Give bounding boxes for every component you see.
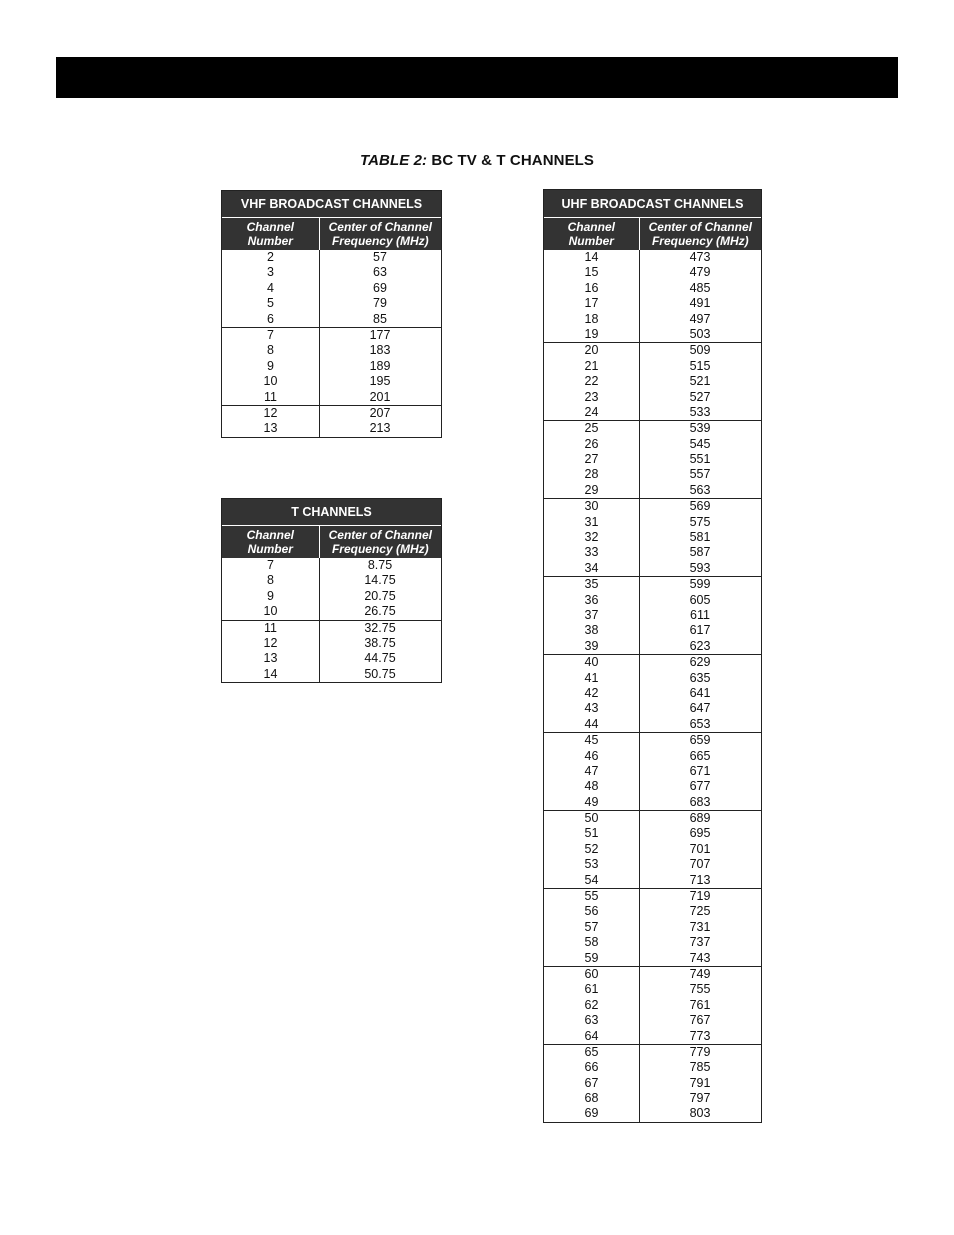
table-row [544,671,761,686]
channel-number-cell: 53 [584,857,599,872]
channel-number-cell: 23 [584,389,599,404]
channel-number-cell: 11 [264,620,277,635]
tch-header-frequency-l1: Center of Channel [328,528,432,542]
table-row [544,951,761,966]
table-row [544,655,761,670]
table-row [222,621,441,636]
channel-number-cell: 13 [263,651,278,666]
frequency-cell: 195 [369,374,391,389]
table-row [544,873,761,888]
frequency-cell: 635 [689,670,711,685]
channel-number-cell: 4 [267,280,274,295]
table-row [544,701,761,716]
channel-number-cell: 41 [584,670,599,685]
channel-number-cell: 28 [584,467,599,482]
frequency-cell: 515 [689,358,711,373]
channel-number-cell: 17 [584,296,599,311]
frequency-cell: 44.75 [364,651,396,666]
table-row [544,343,761,358]
frequency-cell: 201 [369,389,391,404]
channel-number-cell: 56 [584,904,599,919]
table-row [544,359,761,374]
table-row [544,982,761,997]
table-row [544,483,761,498]
table-row [544,405,761,420]
table-row [544,1091,761,1106]
row-group [222,406,441,437]
frequency-cell: 63 [373,265,387,280]
channel-number-cell: 50 [584,811,599,826]
vhf-header-frequency-l2: Frequency (MHz) [331,234,429,248]
channel-number-cell: 2 [267,250,274,264]
frequency-cell: 575 [689,514,711,529]
uhf-header-frequency-l2: Frequency (MHz) [651,234,749,248]
header-bar [56,57,898,98]
frequency-cell: 761 [689,997,711,1012]
channel-number-cell: 15 [584,265,599,280]
uhf-header-channel-l2: Number [568,234,614,248]
channel-number-cell: 8 [267,343,274,358]
frequency-cell: 701 [689,841,711,856]
table-row [544,857,761,872]
table-row [544,717,761,732]
frequency-cell: 707 [689,857,711,872]
channel-number-cell: 27 [584,452,599,467]
frequency-cell: 69 [373,280,387,295]
channel-number-cell: 7 [267,327,274,342]
row-group [544,499,761,577]
table-row [222,296,441,311]
table-row [544,779,761,794]
table-row [544,764,761,779]
frequency-cell: 557 [689,467,711,482]
tch-header-row [222,526,441,558]
channel-number-cell: 64 [584,1028,599,1043]
frequency-cell: 689 [689,811,711,826]
vhf-table-title: VHF BROADCAST CHANNELS [222,191,441,218]
row-group [544,343,761,421]
row-group [544,655,761,733]
frequency-cell: 725 [689,904,711,919]
frequency-cell: 581 [689,530,711,545]
frequency-cell: 611 [690,607,710,622]
table-row [544,889,761,904]
frequency-cell: 749 [689,966,711,981]
channel-number-cell: 34 [584,560,599,575]
frequency-cell: 623 [689,638,711,653]
channel-number-cell: 9 [267,358,274,373]
frequency-cell: 587 [689,545,711,560]
table-row [544,623,761,638]
channel-number-cell: 26 [584,436,599,451]
row-group [544,421,761,499]
channel-number-cell: 25 [584,421,599,436]
table-row [544,312,761,327]
frequency-cell: 617 [689,623,711,638]
table-row [544,437,761,452]
channel-number-cell: 12 [263,635,278,650]
page-title [0,152,954,169]
channel-number-cell: 37 [584,607,599,622]
table-row [222,558,441,573]
table-row [222,589,441,604]
channel-number-cell: 18 [584,311,599,326]
table-row [544,265,761,280]
t-channels-table [221,498,442,683]
table-row [544,281,761,296]
vhf-header-channel-l2: Number [247,234,293,248]
table-row [222,250,441,265]
vhf-header-frequency [320,218,441,250]
channel-number-cell: 20 [584,343,599,358]
table-row [222,406,441,421]
vhf-header-frequency-l1: Center of Channel [328,220,432,234]
frequency-cell: 677 [689,779,711,794]
frequency-cell: 653 [689,716,711,731]
table-row [544,327,761,342]
table-row [222,421,441,436]
table-row [222,343,441,358]
channel-number-cell: 57 [584,919,599,934]
frequency-cell: 32.75 [364,620,396,635]
frequency-cell: 713 [689,872,711,887]
table-row [544,593,761,608]
table-row [544,250,761,265]
frequency-cell: 803 [689,1106,711,1121]
frequency-cell: 545 [689,436,711,451]
channel-number-cell: 66 [584,1060,599,1075]
row-group [544,967,761,1045]
channel-number-cell: 42 [584,685,599,700]
channel-number-cell: 7 [267,558,274,572]
channel-number-cell: 65 [584,1044,599,1059]
frequency-cell: 521 [689,374,711,389]
channel-number-cell: 40 [584,655,599,670]
frequency-cell: 509 [689,343,711,358]
table-row [544,545,761,560]
table-row [544,1045,761,1060]
table-row [222,636,441,651]
uhf-header-channel [544,218,640,250]
frequency-cell: 14.75 [364,573,396,588]
title-lead: TABLE 2: [359,152,428,169]
frequency-cell: 177 [369,327,391,342]
column-divider [319,558,320,682]
table-row [222,359,441,374]
frequency-cell: 551 [689,452,711,467]
vhf-table [221,190,442,438]
table-row [544,561,761,576]
tch-header-channel-l1: Channel [246,528,294,542]
table-row [222,604,441,619]
table-row [222,265,441,280]
table-row [544,967,761,982]
frequency-cell: 779 [689,1044,711,1059]
table-row [544,920,761,935]
table-row [222,651,441,666]
vhf-header-channel [222,218,320,250]
uhf-table [543,189,762,1123]
channel-number-cell: 47 [584,763,599,778]
table-row [544,1013,761,1028]
tch-table-title: T CHANNELS [222,499,441,526]
channel-number-cell: 14 [584,250,599,264]
row-group [222,558,441,621]
tch-header-frequency-l2: Frequency (MHz) [331,542,429,556]
channel-number-cell: 14 [263,666,278,681]
channel-number-cell: 11 [264,389,277,404]
table-row [544,1060,761,1075]
channel-number-cell: 10 [263,604,278,619]
title-rest: BC TV & T CHANNELS [427,152,595,169]
frequency-cell: 57 [373,250,387,264]
channel-number-cell: 30 [584,499,599,514]
table-row [544,1076,761,1091]
frequency-cell: 213 [369,421,391,436]
frequency-cell: 569 [689,499,711,514]
table-row [222,667,441,682]
column-divider [639,250,640,1122]
uhf-header-row [544,218,761,250]
frequency-cell: 737 [689,935,711,950]
channel-number-cell: 60 [584,966,599,981]
frequency-cell: 473 [689,250,711,264]
row-group [544,889,761,967]
table-row [222,573,441,588]
channel-number-cell: 48 [584,779,599,794]
channel-number-cell: 61 [584,982,599,997]
uhf-table-body [544,250,761,1122]
frequency-cell: 647 [689,701,711,716]
frequency-cell: 665 [689,748,711,763]
table-row [544,515,761,530]
frequency-cell: 563 [689,482,711,497]
table-row [222,281,441,296]
channel-number-cell: 59 [584,950,599,965]
table-row [544,998,761,1013]
channel-number-cell: 35 [584,577,599,592]
frequency-cell: 629 [689,655,711,670]
uhf-table-title: UHF BROADCAST CHANNELS [544,190,761,218]
frequency-cell: 207 [369,405,391,420]
table-row [544,608,761,623]
uhf-header-frequency-l1: Center of Channel [648,220,752,234]
vhf-table-body [222,250,441,437]
frequency-cell: 85 [373,311,387,326]
frequency-cell: 659 [689,733,711,748]
frequency-cell: 767 [689,1013,711,1028]
channel-number-cell: 55 [584,889,599,904]
frequency-cell: 527 [689,389,711,404]
channel-number-cell: 38 [584,623,599,638]
channel-number-cell: 8 [267,573,274,588]
channel-number-cell: 69 [584,1106,599,1121]
frequency-cell: 50.75 [364,666,396,681]
channel-number-cell: 62 [584,997,599,1012]
channel-number-cell: 52 [584,841,599,856]
table-row [544,530,761,545]
table-row [544,421,761,436]
channel-number-cell: 32 [584,530,599,545]
channel-number-cell: 39 [584,638,599,653]
channel-number-cell: 58 [584,935,599,950]
channel-number-cell: 29 [584,482,599,497]
channel-number-cell: 46 [584,748,599,763]
channel-number-cell: 9 [267,588,274,603]
frequency-cell: 491 [689,296,711,311]
table-row [544,296,761,311]
row-group [544,250,761,343]
tch-header-channel [222,526,320,558]
channel-number-cell: 49 [584,794,599,809]
row-group [544,1045,761,1122]
frequency-cell: 79 [373,296,387,311]
channel-number-cell: 3 [267,265,274,280]
channel-number-cell: 19 [584,326,599,341]
frequency-cell: 755 [689,982,711,997]
frequency-cell: 797 [689,1091,711,1106]
channel-number-cell: 5 [267,296,274,311]
column-divider [319,250,320,437]
frequency-cell: 20.75 [364,588,396,603]
table-row [544,1029,761,1044]
channel-number-cell: 6 [267,311,274,326]
channel-number-cell: 45 [584,733,599,748]
channel-number-cell: 21 [584,358,599,373]
frequency-cell: 605 [689,592,711,607]
tch-table-body [222,558,441,682]
frequency-cell: 183 [369,343,391,358]
vhf-header-row [222,218,441,250]
row-group [222,621,441,683]
channel-number-cell: 63 [584,1013,599,1028]
table-row [544,639,761,654]
frequency-cell: 641 [689,685,711,700]
frequency-cell: 671 [689,763,711,778]
frequency-cell: 695 [689,826,711,841]
frequency-cell: 533 [689,404,711,419]
table-row [544,904,761,919]
channel-number-cell: 54 [584,872,599,887]
table-row [544,826,761,841]
uhf-header-channel-l1: Channel [567,220,615,234]
table-row [544,577,761,592]
frequency-cell: 791 [689,1075,711,1090]
frequency-cell: 485 [689,280,711,295]
table-row [544,1106,761,1121]
frequency-cell: 189 [369,358,391,373]
channel-number-cell: 36 [584,592,599,607]
table-row [544,842,761,857]
frequency-cell: 599 [689,577,711,592]
frequency-cell: 683 [689,794,711,809]
table-row [222,390,441,405]
table-row [544,374,761,389]
channel-number-cell: 68 [584,1091,599,1106]
tch-header-channel-l2: Number [247,542,293,556]
channel-number-cell: 10 [263,374,278,389]
channel-number-cell: 24 [584,404,599,419]
channel-number-cell: 12 [263,405,278,420]
frequency-cell: 773 [689,1028,711,1043]
channel-number-cell: 43 [584,701,599,716]
table-row [544,686,761,701]
tch-header-frequency [320,526,441,558]
frequency-cell: 785 [689,1060,711,1075]
channel-number-cell: 51 [584,826,599,841]
row-group [222,328,441,406]
channel-number-cell: 67 [584,1075,599,1090]
row-group [222,250,441,328]
row-group [544,577,761,655]
frequency-cell: 719 [689,889,711,904]
table-row [544,467,761,482]
frequency-cell: 26.75 [364,604,396,619]
table-row [544,499,761,514]
frequency-cell: 539 [689,421,711,436]
uhf-header-frequency [640,218,761,250]
row-group [544,733,761,811]
frequency-cell: 479 [689,265,711,280]
channel-number-cell: 16 [584,280,599,295]
table-row [544,452,761,467]
frequency-cell: 593 [689,560,711,575]
row-group [544,811,761,889]
frequency-cell: 731 [689,919,711,934]
channel-number-cell: 33 [584,545,599,560]
channel-number-cell: 31 [584,514,599,529]
table-row [544,733,761,748]
frequency-cell: 8.75 [367,558,393,572]
table-row [222,374,441,389]
channel-number-cell: 22 [584,374,599,389]
channel-number-cell: 13 [263,421,278,436]
frequency-cell: 497 [689,311,711,326]
vhf-header-channel-l1: Channel [246,220,294,234]
channel-number-cell: 44 [584,716,599,731]
frequency-cell: 38.75 [364,635,396,650]
table-row [544,811,761,826]
table-row [544,749,761,764]
table-row [222,312,441,327]
table-row [544,390,761,405]
table-row [544,935,761,950]
frequency-cell: 503 [689,326,711,341]
table-row [222,328,441,343]
frequency-cell: 743 [689,950,711,965]
table-row [544,795,761,810]
